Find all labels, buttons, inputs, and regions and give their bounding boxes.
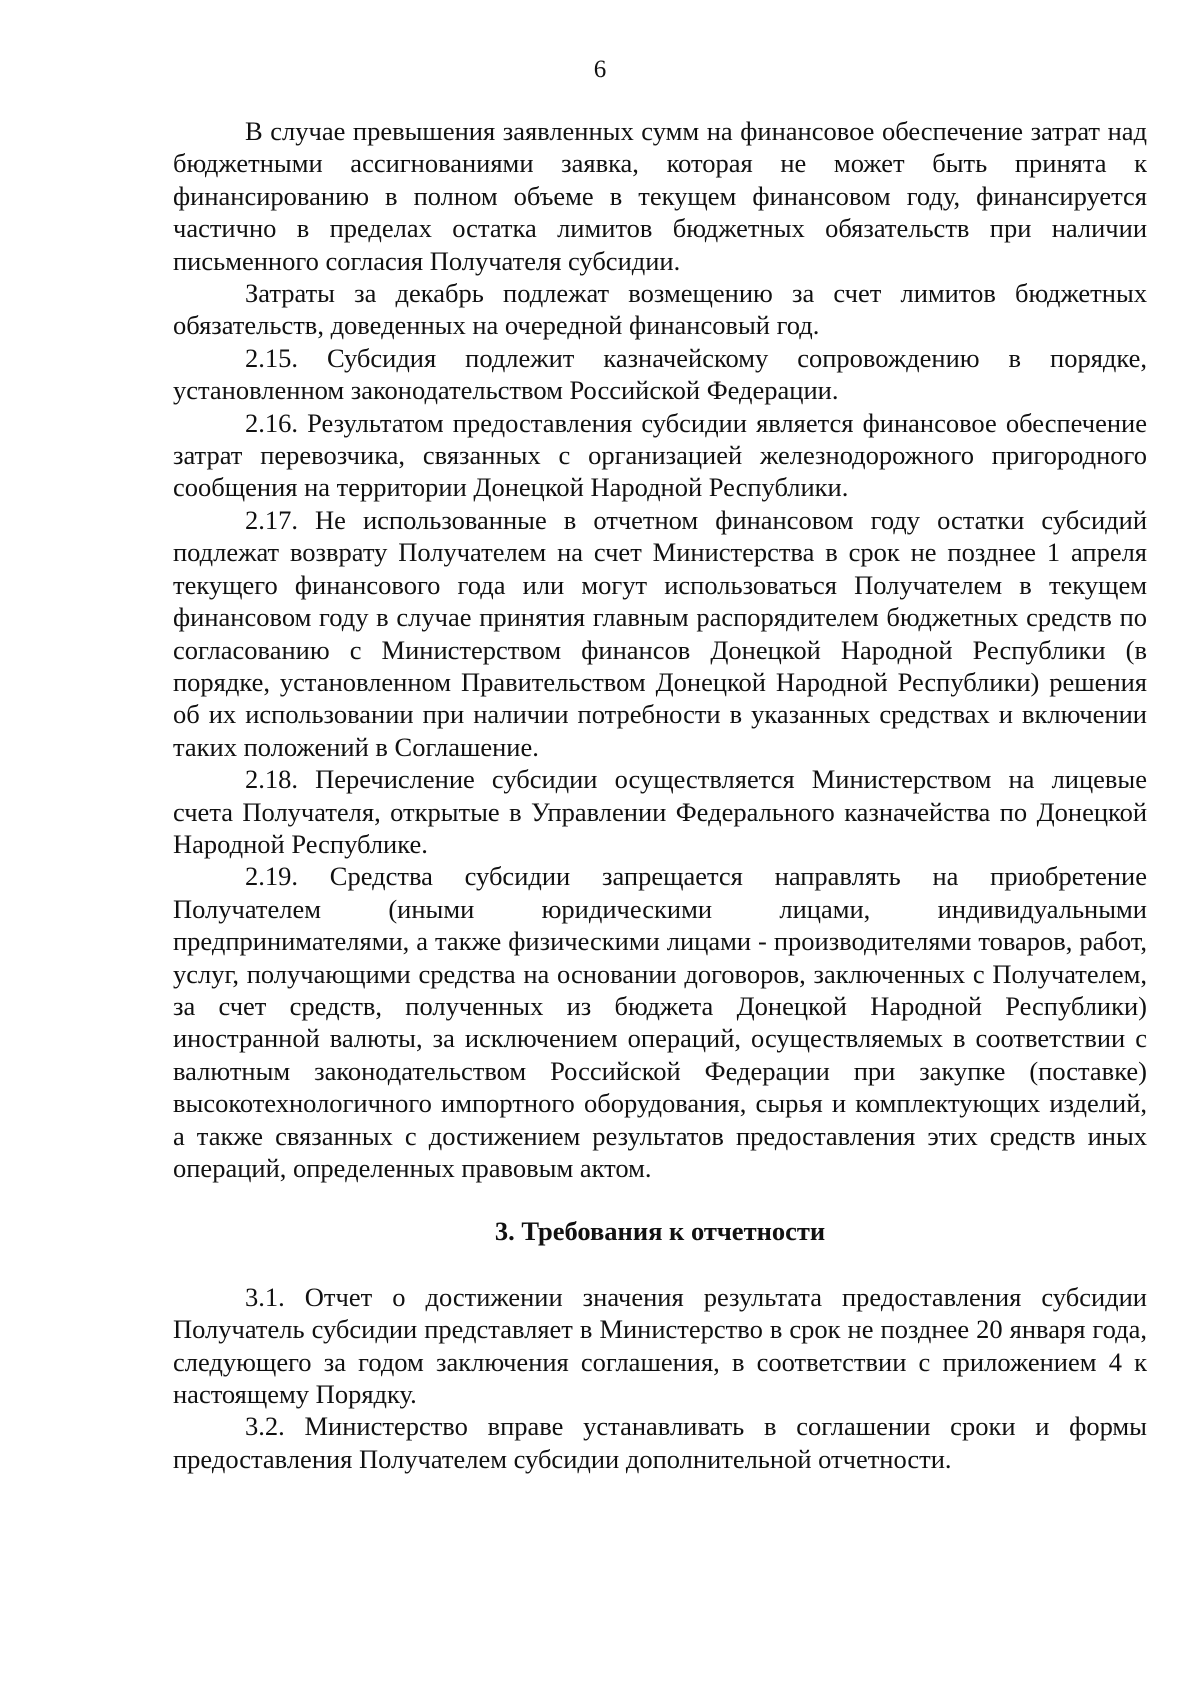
paragraph-3-1: 3.1. Отчет о достижении значения результата предоставления субсидии Получатель субсидии представляет в Министерство в срок не позднее 20 января года, следующего за годом заключения соглашения, в соответствии с приложением 4 к настоящему Порядку. [173,1281,1147,1410]
paragraph-2-19: 2.19. Средства субсидии запрещается направлять на приобретение Получателем (иными юридическими лицами, индивидуальными предпринимателями, а также физическими лицами - производителями товаров, работ, услуг, получающими средства на основании договоров, заключенных с Получателем, за счет средств, полученных из бюджета Донецкой Народной Республики) иностранной валюты, за исключением операций, осуществляемых в соответствии с валютным законодательством Российской Федерации при закупке (поставке) высокотехнологичного импортного оборудования, сырья и комплектующих изделий, а также связанных с достижением результатов предоставления этих средств иных операций, определенных правовым актом. [173,861,1147,1183]
paragraph-2-16: 2.16. Результатом предоставления субсидии является финансовое обеспечение затрат перевозчика, связанных с организацией железнодорожного пригородного сообщения на территории Донецкой Народной Республики. [173,407,1147,503]
page-number: 6 [593,56,607,83]
paragraph-budget-excess: В случае превышения заявленных сумм на финансовое обеспечение затрат над бюджетными ассигнованиями заявка, которая не может быть принята к финансированию в полном объеме в текущем финансовом году, финансируется частично в пределах остатка лимитов бюджетных обязательств при наличии письменного согласия Получателя субсидии. [173,116,1147,276]
paragraph-2-15: 2.15. Субсидия подлежит казначейскому сопровождению в порядке, установленном законодательством Российской Федерации. [173,342,1147,406]
paragraph-2-18: 2.18. Перечисление субсидии осуществляется Министерством на лицевые счета Получателя, открытые в Управлении Федерального казначейства по Донецкой Народной Республике. [173,764,1147,859]
document-body [173,115,1147,1475]
paragraph-2-17: 2.17. Не использованные в отчетном финансовом году остатки субсидий подлежат возврату Получателем на счет Министерства в срок не позднее 1 апреля текущего финансового года или могут использоваться Получателем в текущем финансовом году в случае принятия главным распорядителем бюджетных средств по согласованию с Министерством финансов Донецкой Народной Республики (в порядке, установленном Правительством Донецкой Народной Республики) решения об их использовании при наличии потребности в указанных средствах и включении таких положений в Соглашение. [173,504,1147,762]
paragraph-december-costs: Затраты за декабрь подлежат возмещению за счет лимитов бюджетных обязательств, доведенных на очередной финансовый год. [173,278,1147,341]
paragraph-3-2: 3.2. Министерство вправе устанавливать в соглашении сроки и формы предоставления Получателем субсидии дополнительной отчетности. [173,1411,1147,1474]
section-heading-reporting: 3. Требования к отчетности [494,1216,826,1247]
